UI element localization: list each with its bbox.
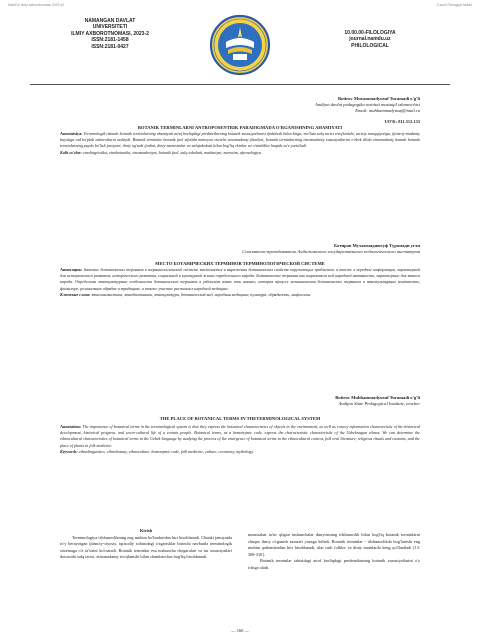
uz-affiliation: Andijon davlat pedagogika instituti mustaqil izlanuvchisi (314, 102, 420, 107)
en-keywords-label: Keywords: (60, 448, 78, 454)
body-left-text: Terminologiya tilshunoslikning eng muhim bo'limlaridan biri hisoblanadi. Chunki jamiyatda ro'y berayotgan ijtimoiy-siyosiy, iqtisodiy sohasidagi o'zgarishlar birinchi navbatda terminologik sistemaga o'z ta'sirini ko'rsatadi. Botanik terminlar esa tushuncha chegaralari va tur xususiyatlari doirasida xalq tarixi, etnomadaniy rivojlanishi bilan chambarchas bog'liq hisoblanadi. (60, 534, 232, 560)
en-affiliation: Andijan State Pedagogical Institute, teacher (338, 401, 420, 406)
uz-author (60, 96, 420, 114)
uz-keywords-label: Kalit so'zlar: (60, 149, 82, 155)
ru-keywords-label: Ключевые слова: (60, 291, 91, 297)
uz-abstract-text: Terminologik tizimda botanik terminlarning ahamiyati atrof borliqdagi predmetlarning botanik xususiyatlarini ifodalash bilan birga, ma'lum xalq tarixi rivojlanishi, tarixiy taraqqiyotiga, ijtimoiy-madaniy hayotiga oid ko'plab axborotlarni tashiydi. Botanik terminlar botanik faol sifatida namoyon etuvchi etnomadaniy jihatlari, botanik terminlarning etnomadaniy xususiyatlarini o'zbek tilida etnomadaniy hamda botanik terminlarning paydo bo'lish jarayoni, ilmiy og'zaki ijodini, diniy-marosimlar va xalqtabobati bilan bog'liq ekinlar va o'simliklar haqida so'z yuritiladi. (60, 131, 420, 149)
uz-abstract (60, 131, 420, 150)
header-left-line: NAMANGAN DAVLAT (84, 18, 136, 24)
uz-abstract-label: Annotatsiya: (60, 131, 83, 136)
header-left-line: ISSN:2181-0427 (91, 43, 129, 50)
page-number: — 160 — (231, 628, 249, 633)
journal-header-left (30, 18, 190, 50)
uz-title: BOTANIK TERMINLARNI ANTROPOSENTRIK PARADIGMADA O'RGANISHNING AHAMIYATI (137, 125, 343, 130)
udk-code: UO'K: 811.512.133 (384, 119, 420, 124)
intro-heading: Kirish (139, 528, 153, 533)
journal-header (30, 14, 450, 86)
ru-author-name: Ботиров Мухаммадиюсуф Турамади угли (333, 243, 420, 248)
ru-keywords-text: этнолингвистика, этнобиотаника, этнокультура, ботанический вид, народная медицина, культура, обрядность, мифология. (91, 291, 312, 297)
en-keywords (60, 449, 420, 455)
running-header (8, 3, 472, 7)
ru-abstract-label: Аннотация: (60, 267, 83, 272)
uz-email[interactable]: Email: muhhammadyusuf@mail.ru (355, 108, 420, 113)
header-left-line: UNIVERSITETI (92, 24, 128, 31)
body-right-text: munosabat ta'sir qilgan tushunchalar dunyosining tilshunoslik bilan bog'liq botanik terminlarni chuqur ilmiy o'rganish zarurati yuzaga keladi. Botanik terminlar - tilshunoslikda bog'lanishi eng muhim qatlamlaridan biri hisoblanadi, ular turli folklor va diniy matnlarda keng qo'llaniladi [13: 308-310]. (248, 532, 420, 557)
ru-title: МЕСТО БОТАНИЧЕСКИХ ТЕРМИНОВ ТЕРМИНОЛОГИЧЕСКОЙ СИСТЕМЕ (155, 261, 325, 266)
header-right-line: 10.00.00-FILOLOGIYA (344, 30, 396, 36)
en-author-name: Botirov Muhhammadyusuf Turamadi o'g'li (335, 395, 420, 400)
header-right-line: PHILOLOGICAL (351, 42, 389, 49)
ru-author (60, 243, 420, 255)
ru-affiliation: Соискатель-преподаватель Андижанского государственного педагогического института (242, 249, 420, 254)
ru-keywords (60, 292, 420, 298)
ru-abstract (60, 267, 420, 292)
en-section (60, 395, 420, 455)
en-author (60, 395, 420, 407)
body-left-column (60, 528, 232, 561)
uz-keywords-text: etnolingvistika, etnobotanika, etnomadaniyat, botanik faol, xalq tabobati, madaniyat, marosim, afsonologiya. (82, 149, 262, 155)
journal-header-right (290, 30, 450, 49)
university-logo (209, 14, 271, 76)
header-left-line: ISSN:2181-1458 (91, 37, 129, 44)
body-right-text-2: Botanik terminlar tabiatdagi atrof borliqdagi predmetlarning botanik xususiyatlarini o'z ichiga oladi. (248, 558, 420, 570)
ru-section (60, 243, 420, 298)
ru-abstract-text: Значение ботанических терминов в терминологической системе заключается в выражении ботанических свойств окружающих предметов, а также в передаче информации, характерной для исторического развития, исторического развития, социальной и культурной жизни определенного народа. Ботанические термины как выразители ней народной активности, характерные для этноса народа. Определены этнокультурные особенности ботанических терминов в узбекском языке так именно, которая процесс возникновения ботанических терминов в этнокультурных контекстах, фольклоре, религиозных обрядах и традициях, а также участие растения в народной медицине. (60, 267, 420, 291)
en-abstract-text: The importance of botanical terms in the terminological system is that they express the botanical characteristics of objects in the environment, as well as convey information characteristic of the historical development, historical progress, and socio-cultural life of a certain people. Botanical terms, as a homonymic code, express the characteristic characteristic of the Uzbeknagan ethnos. We can determine the ethnocultural characteristics of botanical terms in the Uzbek language by studying the process of the emergence of botanical terms in the ethnocultural context, folk oral literature, religious rituals and customs, and the place of plants in folk medicine. (60, 424, 420, 448)
en-abstract (60, 424, 420, 449)
header-right-line[interactable]: journal.namdu.uz (349, 36, 391, 43)
uz-section (60, 96, 420, 156)
en-keywords-text: ethnolinguistics, ethnobotany, ethnoculture, homonymic code, folk medicine, culture, ceremony, mythology. (78, 448, 254, 454)
en-abstract-label: Annotation: (60, 424, 82, 429)
body-right-column (248, 532, 420, 572)
running-header-left: NamDU ilmiy axborotnomasi 2023 yil (8, 3, 64, 7)
en-title: THE PLACE OF BOTANICAL TERMS IN THETERMINOLOGICAL SYSTEM (159, 416, 321, 421)
header-left-line: ILMIY AXBOROTNOMASI, 2023-2 (71, 30, 149, 37)
running-header-right: 3-sonli Filologiya fanlari (436, 3, 472, 7)
header-divider (30, 84, 450, 85)
uz-keywords (60, 150, 420, 156)
uz-author-name: Botirov Muxammadyusuf Turamadi o'g'li (338, 96, 420, 101)
